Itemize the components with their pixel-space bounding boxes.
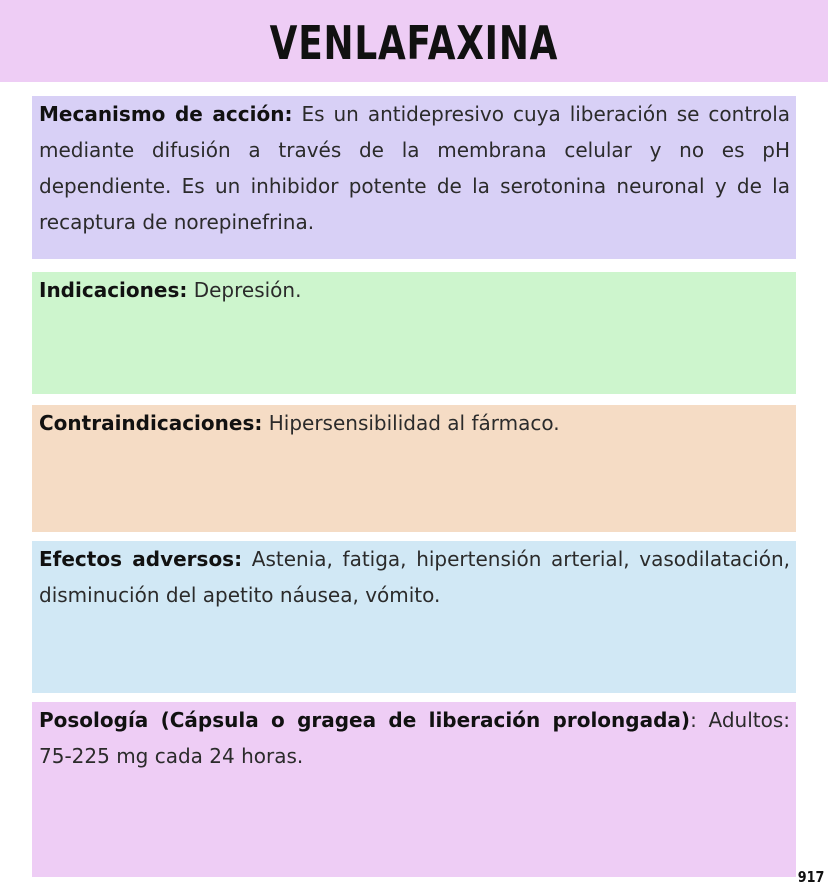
section-text-posologia: Adultos: 75-225 mg cada 24 horas. (39, 708, 791, 768)
section-mecanismo (32, 96, 796, 259)
section-text-efectos: Astenia, fatiga, hipertensión arterial, vasodilatación, disminución del apetito náusea, vómito. (39, 547, 791, 607)
section-label-posologia-colon: : (690, 708, 697, 732)
section-label-mecanismo: Mecanismo de acción: (39, 102, 293, 126)
section-contraindicaciones (32, 405, 796, 532)
section-efectos-adversos (32, 541, 796, 693)
section-text-indicaciones: Depresión. (193, 278, 302, 302)
section-posologia (32, 702, 796, 877)
section-indicaciones (32, 272, 796, 394)
title-band (0, 0, 828, 82)
section-label-posologia: Posología (Cápsula o gragea de liberación prolongada) (39, 708, 691, 732)
page-number: 917 (797, 868, 824, 886)
section-label-efectos: Efectos adversos: (39, 547, 243, 571)
page-title: VENLAFAXINA (269, 16, 559, 70)
section-text-contraindicaciones: Hipersensibilidad al fármaco. (268, 411, 560, 435)
section-label-indicaciones: Indicaciones: (39, 278, 188, 302)
section-text-mecanismo: Es un antidepresivo cuya liberación se controla mediante difusión a través de la membrana celular y no es pH dependiente. Es un inhibidor potente de la serotonina neuronal y de la recaptura de norepinefrina. (39, 102, 791, 234)
section-label-contraindicaciones: Contraindicaciones: (39, 411, 263, 435)
